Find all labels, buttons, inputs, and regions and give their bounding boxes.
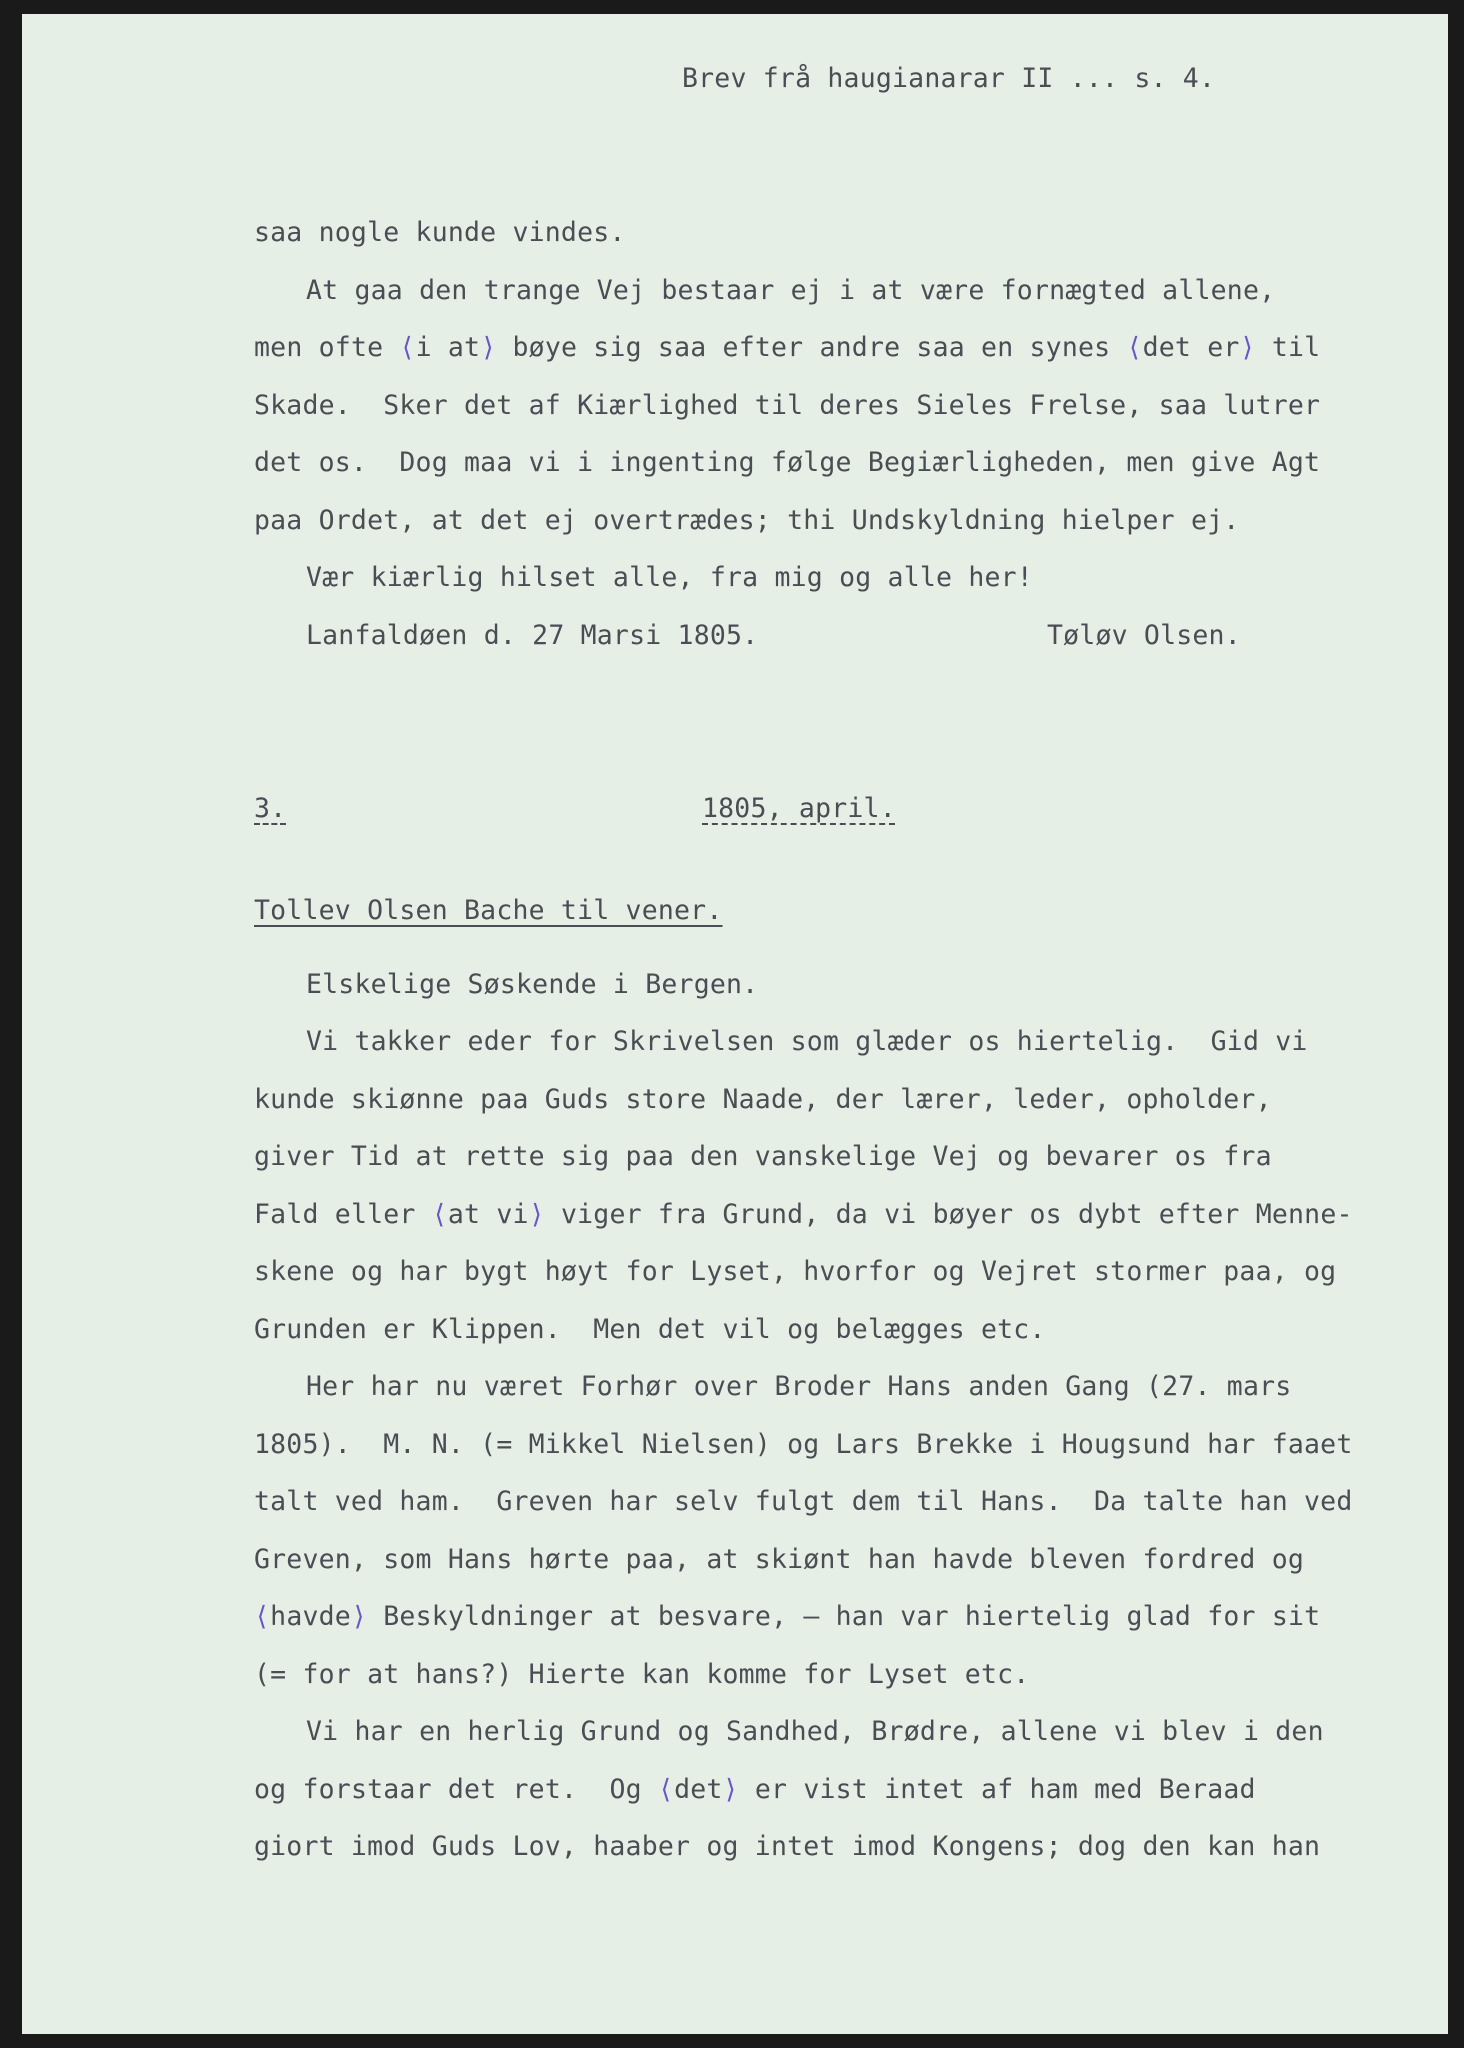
text-line: (= for at hans?) Hierte kan komme for Lyset etc.	[254, 1659, 1030, 1690]
text-line: Vær kiærlig hilset alle, fra mig og alle her!	[306, 562, 1033, 593]
letter-number: 3.	[254, 793, 287, 824]
text-line: Fald eller ⟨at vi⟩ viger fra Grund, da vi bøyer os dybt efter Menne-	[254, 1199, 1353, 1230]
text-line: Vi har en herlig Grund og Sandhed, Brødre, allene vi blev i den	[306, 1716, 1324, 1747]
text-line: saa nogle kunde vindes.	[254, 217, 626, 248]
text-line: Vi takker eder for Skrivelsen som glæder os hiertelig. Gid vi	[306, 1026, 1308, 1057]
text-line: At gaa den trange Vej bestaar ej i at være fornægted allene,	[306, 275, 1276, 306]
text-line: ⟨havde⟩ Beskyldninger at besvare, — han var hiertelig glad for sit	[254, 1601, 1321, 1632]
text-line: skene og har bygt høyt for Lyset, hvorfor og Vejret stormer paa, og	[254, 1256, 1337, 1287]
text-line: kunde skiønne paa Guds store Naade, der lærer, leder, opholder,	[254, 1084, 1272, 1115]
page-header: Brev frå haugianarar II ... s. 4.	[682, 63, 1216, 94]
text-line: Skade. Sker det af Kiærlighed til deres Sieles Frelse, saa lutrer	[254, 390, 1321, 421]
text-line: giver Tid at rette sig paa den vanskelige Vej og bevarer os fra	[254, 1141, 1272, 1172]
salutation: Elskelige Søskende i Bergen.	[306, 969, 759, 1000]
text-line: giort imod Guds Lov, haaber og intet imod Kongens; dog den kan han	[254, 1831, 1321, 1862]
text-line: Greven, som Hans hørte paa, at skiønt han havde bleven fordred og	[254, 1544, 1305, 1575]
letter-title: Tollev Olsen Bache til vener.	[254, 895, 723, 926]
signature: Tøløv Olsen.	[1047, 620, 1241, 651]
text-line: Grunden er Klippen. Men det vil og belægges etc.	[254, 1314, 1046, 1345]
text-line: 1805). M. N. (= Mikkel Nielsen) og Lars Brekke i Hougsund har faaet	[254, 1429, 1353, 1460]
text-line: Her har nu været Forhør over Broder Hans anden Gang (27. mars	[306, 1371, 1292, 1402]
text-line: det os. Dog maa vi i ingenting følge Begiærligheden, men give Agt	[254, 447, 1321, 478]
text-line: paa Ordet, at det ej overtrædes; thi Undskyldning hielper ej.	[254, 505, 1240, 536]
text-line: talt ved ham. Greven har selv fulgt dem til Hans. Da talte han ved	[254, 1486, 1353, 1517]
text-line: men ofte ⟨i at⟩ bøye sig saa efter andre saa en synes ⟨det er⟩ til	[254, 332, 1321, 363]
letter-date: 1805, april.	[702, 793, 896, 824]
document-page	[22, 14, 1448, 2034]
place-date: Lanfaldøen d. 27 Marsi 1805.	[306, 620, 759, 651]
text-line: og forstaar det ret. Og ⟨det⟩ er vist intet af ham med Beraad	[254, 1774, 1256, 1805]
